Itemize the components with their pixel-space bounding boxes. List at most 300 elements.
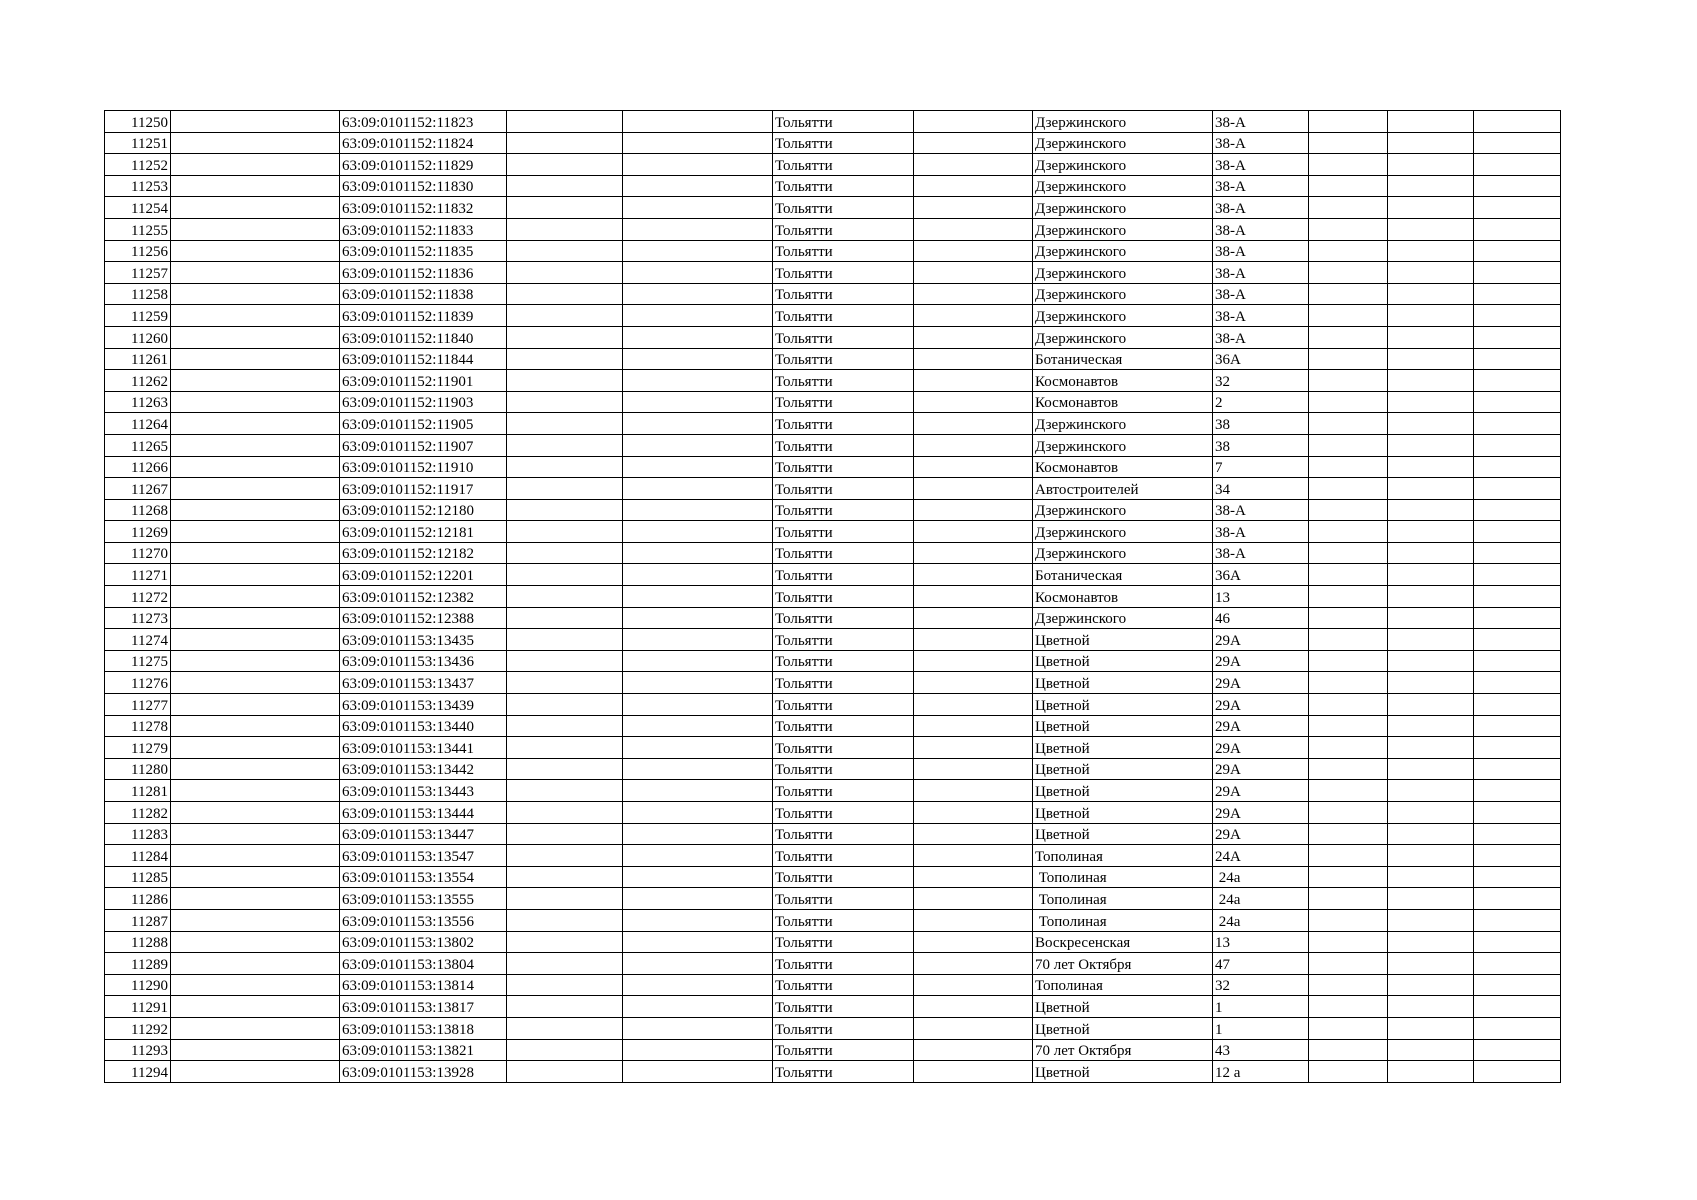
house-number-cell: 2 <box>1213 391 1309 413</box>
empty-cell <box>914 694 1033 716</box>
city-cell: Тольятти <box>773 305 914 327</box>
row-number-cell: 11274 <box>105 629 171 651</box>
house-number-cell: 38-А <box>1213 197 1309 219</box>
cadastral-number-cell: 63:09:0101152:11832 <box>340 197 507 219</box>
house-number-cell: 12 а <box>1213 1061 1309 1083</box>
street-cell: Тополиная <box>1033 909 1213 931</box>
city-cell: Тольятти <box>773 391 914 413</box>
city-cell: Тольятти <box>773 802 914 824</box>
empty-cell <box>623 845 773 867</box>
empty-cell <box>507 197 623 219</box>
city-cell: Тольятти <box>773 586 914 608</box>
table-row <box>105 996 1561 1018</box>
empty-cell <box>507 456 623 478</box>
empty-cell <box>1309 283 1388 305</box>
cadastral-number-cell: 63:09:0101153:13439 <box>340 694 507 716</box>
empty-cell <box>507 586 623 608</box>
row-number-cell: 11272 <box>105 586 171 608</box>
empty-cell <box>914 348 1033 370</box>
empty-cell <box>623 996 773 1018</box>
empty-cell <box>1388 931 1474 953</box>
empty-cell <box>623 240 773 262</box>
house-number-cell: 38-А <box>1213 499 1309 521</box>
cadastral-number-cell: 63:09:0101153:13555 <box>340 888 507 910</box>
street-cell: 70 лет Октября <box>1033 1039 1213 1061</box>
empty-cell <box>507 262 623 284</box>
street-cell: Дзержинского <box>1033 607 1213 629</box>
city-cell: Тольятти <box>773 888 914 910</box>
empty-cell <box>623 434 773 456</box>
empty-cell <box>1309 240 1388 262</box>
empty-cell <box>914 542 1033 564</box>
street-cell: Цветной <box>1033 650 1213 672</box>
row-number-cell: 11260 <box>105 326 171 348</box>
empty-cell <box>1474 521 1561 543</box>
row-number-cell: 11250 <box>105 111 171 133</box>
cadastral-number-cell: 63:09:0101153:13437 <box>340 672 507 694</box>
street-cell: Цветной <box>1033 737 1213 759</box>
street-cell: Дзержинского <box>1033 521 1213 543</box>
city-cell: Тольятти <box>773 974 914 996</box>
empty-cell <box>914 132 1033 154</box>
cadastral-number-cell: 63:09:0101153:13440 <box>340 715 507 737</box>
empty-cell <box>623 650 773 672</box>
empty-cell <box>1309 326 1388 348</box>
house-number-cell: 29А <box>1213 715 1309 737</box>
table-row <box>105 650 1561 672</box>
house-number-cell: 38-А <box>1213 218 1309 240</box>
empty-cell <box>1474 283 1561 305</box>
empty-cell <box>171 218 340 240</box>
empty-cell <box>623 737 773 759</box>
empty-cell <box>507 607 623 629</box>
empty-cell <box>171 931 340 953</box>
empty-cell <box>623 1017 773 1039</box>
empty-cell <box>507 1061 623 1083</box>
street-cell: Дзержинского <box>1033 175 1213 197</box>
empty-cell <box>914 672 1033 694</box>
house-number-cell: 32 <box>1213 974 1309 996</box>
empty-cell <box>623 132 773 154</box>
empty-cell <box>1388 715 1474 737</box>
empty-cell <box>507 542 623 564</box>
empty-cell <box>1309 586 1388 608</box>
empty-cell <box>171 672 340 694</box>
house-number-cell: 32 <box>1213 370 1309 392</box>
cadastral-number-cell: 63:09:0101152:12180 <box>340 499 507 521</box>
cadastral-number-cell: 63:09:0101152:11910 <box>340 456 507 478</box>
empty-cell <box>914 499 1033 521</box>
city-cell: Тольятти <box>773 326 914 348</box>
empty-cell <box>507 996 623 1018</box>
table-row <box>105 391 1561 413</box>
empty-cell <box>1474 434 1561 456</box>
empty-cell <box>623 283 773 305</box>
empty-cell <box>507 154 623 176</box>
table-row <box>105 564 1561 586</box>
empty-cell <box>171 737 340 759</box>
house-number-cell: 29А <box>1213 650 1309 672</box>
empty-cell <box>1388 758 1474 780</box>
house-number-cell: 38-А <box>1213 542 1309 564</box>
table-row <box>105 780 1561 802</box>
table-row <box>105 478 1561 500</box>
street-cell: Дзержинского <box>1033 262 1213 284</box>
city-cell: Тольятти <box>773 650 914 672</box>
table-row <box>105 348 1561 370</box>
empty-cell <box>1309 715 1388 737</box>
table-row <box>105 672 1561 694</box>
row-number-cell: 11267 <box>105 478 171 500</box>
empty-cell <box>1309 391 1388 413</box>
empty-cell <box>507 521 623 543</box>
street-cell: Ботаническая <box>1033 564 1213 586</box>
house-number-cell: 29А <box>1213 629 1309 651</box>
empty-cell <box>1309 845 1388 867</box>
empty-cell <box>1388 866 1474 888</box>
empty-cell <box>1474 953 1561 975</box>
empty-cell <box>507 283 623 305</box>
empty-cell <box>1388 111 1474 133</box>
house-number-cell: 38-А <box>1213 240 1309 262</box>
empty-cell <box>171 132 340 154</box>
empty-cell <box>171 1039 340 1061</box>
cadastral-number-cell: 63:09:0101153:13556 <box>340 909 507 931</box>
city-cell: Тольятти <box>773 154 914 176</box>
house-number-cell: 1 <box>1213 1017 1309 1039</box>
empty-cell <box>914 111 1033 133</box>
city-cell: Тольятти <box>773 823 914 845</box>
city-cell: Тольятти <box>773 521 914 543</box>
table-row <box>105 154 1561 176</box>
city-cell: Тольятти <box>773 866 914 888</box>
empty-cell <box>1388 434 1474 456</box>
empty-cell <box>1474 499 1561 521</box>
empty-cell <box>171 1017 340 1039</box>
empty-cell <box>1309 931 1388 953</box>
empty-cell <box>623 391 773 413</box>
table-row <box>105 111 1561 133</box>
empty-cell <box>171 456 340 478</box>
row-number-cell: 11257 <box>105 262 171 284</box>
empty-cell <box>1309 370 1388 392</box>
row-number-cell: 11255 <box>105 218 171 240</box>
street-cell: Тополиная <box>1033 845 1213 867</box>
city-cell: Тольятти <box>773 996 914 1018</box>
house-number-cell: 29А <box>1213 780 1309 802</box>
empty-cell <box>1474 780 1561 802</box>
cadastral-registry-table <box>104 110 1561 1083</box>
empty-cell <box>171 370 340 392</box>
empty-cell <box>1309 175 1388 197</box>
empty-cell <box>1388 499 1474 521</box>
empty-cell <box>914 218 1033 240</box>
empty-cell <box>171 521 340 543</box>
city-cell: Тольятти <box>773 240 914 262</box>
empty-cell <box>171 694 340 716</box>
empty-cell <box>171 758 340 780</box>
cadastral-number-cell: 63:09:0101152:11829 <box>340 154 507 176</box>
street-cell: Автостроителей <box>1033 478 1213 500</box>
empty-cell <box>1388 737 1474 759</box>
city-cell: Тольятти <box>773 1039 914 1061</box>
empty-cell <box>914 974 1033 996</box>
street-cell: Ботаническая <box>1033 348 1213 370</box>
row-number-cell: 11279 <box>105 737 171 759</box>
empty-cell <box>171 499 340 521</box>
empty-cell <box>914 953 1033 975</box>
empty-cell <box>1474 672 1561 694</box>
row-number-cell: 11273 <box>105 607 171 629</box>
empty-cell <box>1474 1017 1561 1039</box>
empty-cell <box>171 348 340 370</box>
row-number-cell: 11287 <box>105 909 171 931</box>
empty-cell <box>1309 629 1388 651</box>
empty-cell <box>171 607 340 629</box>
row-number-cell: 11264 <box>105 413 171 435</box>
row-number-cell: 11289 <box>105 953 171 975</box>
city-cell: Тольятти <box>773 737 914 759</box>
empty-cell <box>171 413 340 435</box>
street-cell: Дзержинского <box>1033 197 1213 219</box>
empty-cell <box>914 1017 1033 1039</box>
row-number-cell: 11263 <box>105 391 171 413</box>
empty-cell <box>914 413 1033 435</box>
house-number-cell: 24а <box>1213 909 1309 931</box>
empty-cell <box>507 391 623 413</box>
empty-cell <box>171 996 340 1018</box>
house-number-cell: 34 <box>1213 478 1309 500</box>
row-number-cell: 11291 <box>105 996 171 1018</box>
empty-cell <box>1388 888 1474 910</box>
empty-cell <box>1388 780 1474 802</box>
city-cell: Тольятти <box>773 694 914 716</box>
row-number-cell: 11261 <box>105 348 171 370</box>
empty-cell <box>1474 456 1561 478</box>
empty-cell <box>623 672 773 694</box>
empty-cell <box>914 521 1033 543</box>
empty-cell <box>914 370 1033 392</box>
empty-cell <box>1309 348 1388 370</box>
empty-cell <box>623 111 773 133</box>
street-cell: Дзержинского <box>1033 434 1213 456</box>
street-cell: Дзержинского <box>1033 326 1213 348</box>
street-cell: Космонавтов <box>1033 456 1213 478</box>
empty-cell <box>914 564 1033 586</box>
empty-cell <box>171 953 340 975</box>
row-number-cell: 11284 <box>105 845 171 867</box>
empty-cell <box>171 542 340 564</box>
table-row <box>105 240 1561 262</box>
empty-cell <box>623 542 773 564</box>
empty-cell <box>507 132 623 154</box>
empty-cell <box>914 715 1033 737</box>
empty-cell <box>1309 974 1388 996</box>
city-cell: Тольятти <box>773 607 914 629</box>
empty-cell <box>1474 845 1561 867</box>
empty-cell <box>914 802 1033 824</box>
empty-cell <box>623 586 773 608</box>
street-cell: Дзержинского <box>1033 154 1213 176</box>
empty-cell <box>623 758 773 780</box>
table-row <box>105 694 1561 716</box>
empty-cell <box>623 823 773 845</box>
cadastral-number-cell: 63:09:0101152:12201 <box>340 564 507 586</box>
empty-cell <box>171 478 340 500</box>
empty-cell <box>1474 370 1561 392</box>
row-number-cell: 11281 <box>105 780 171 802</box>
empty-cell <box>507 413 623 435</box>
empty-cell <box>1474 564 1561 586</box>
house-number-cell: 38-А <box>1213 326 1309 348</box>
city-cell: Тольятти <box>773 1017 914 1039</box>
house-number-cell: 43 <box>1213 1039 1309 1061</box>
empty-cell <box>623 931 773 953</box>
row-number-cell: 11282 <box>105 802 171 824</box>
street-cell: Дзержинского <box>1033 240 1213 262</box>
empty-cell <box>1474 823 1561 845</box>
table-row <box>105 953 1561 975</box>
city-cell: Тольятти <box>773 542 914 564</box>
cadastral-number-cell: 63:09:0101152:11835 <box>340 240 507 262</box>
empty-cell <box>507 802 623 824</box>
empty-cell <box>507 1039 623 1061</box>
street-cell: Тополиная <box>1033 866 1213 888</box>
cadastral-number-cell: 63:09:0101153:13547 <box>340 845 507 867</box>
city-cell: Тольятти <box>773 1061 914 1083</box>
empty-cell <box>171 974 340 996</box>
cadastral-number-cell: 63:09:0101152:11833 <box>340 218 507 240</box>
empty-cell <box>507 694 623 716</box>
empty-cell <box>507 737 623 759</box>
empty-cell <box>1388 154 1474 176</box>
empty-cell <box>623 521 773 543</box>
street-cell: Дзержинского <box>1033 111 1213 133</box>
street-cell: Цветной <box>1033 694 1213 716</box>
empty-cell <box>623 175 773 197</box>
empty-cell <box>914 240 1033 262</box>
empty-cell <box>1388 478 1474 500</box>
table-row <box>105 823 1561 845</box>
empty-cell <box>507 715 623 737</box>
cadastral-number-cell: 63:09:0101153:13436 <box>340 650 507 672</box>
table-row <box>105 931 1561 953</box>
empty-cell <box>1388 456 1474 478</box>
cadastral-number-cell: 63:09:0101152:11830 <box>340 175 507 197</box>
house-number-cell: 38-А <box>1213 283 1309 305</box>
city-cell: Тольятти <box>773 456 914 478</box>
house-number-cell: 29А <box>1213 823 1309 845</box>
empty-cell <box>1309 823 1388 845</box>
street-cell: Цветной <box>1033 715 1213 737</box>
empty-cell <box>171 240 340 262</box>
empty-cell <box>507 111 623 133</box>
empty-cell <box>1474 348 1561 370</box>
row-number-cell: 11277 <box>105 694 171 716</box>
empty-cell <box>1474 326 1561 348</box>
cadastral-number-cell: 63:09:0101152:11901 <box>340 370 507 392</box>
street-cell: Цветной <box>1033 1061 1213 1083</box>
house-number-cell: 38-А <box>1213 111 1309 133</box>
table-row <box>105 629 1561 651</box>
empty-cell <box>507 348 623 370</box>
cadastral-number-cell: 63:09:0101153:13442 <box>340 758 507 780</box>
empty-cell <box>1388 953 1474 975</box>
empty-cell <box>914 650 1033 672</box>
cadastral-number-cell: 63:09:0101152:11838 <box>340 283 507 305</box>
empty-cell <box>914 586 1033 608</box>
empty-cell <box>1309 499 1388 521</box>
house-number-cell: 13 <box>1213 586 1309 608</box>
empty-cell <box>623 1039 773 1061</box>
house-number-cell: 29А <box>1213 737 1309 759</box>
empty-cell <box>1309 953 1388 975</box>
empty-cell <box>171 326 340 348</box>
table-body <box>105 111 1561 1083</box>
table-row <box>105 866 1561 888</box>
empty-cell <box>171 650 340 672</box>
row-number-cell: 11293 <box>105 1039 171 1061</box>
row-number-cell: 11288 <box>105 931 171 953</box>
empty-cell <box>1474 218 1561 240</box>
street-cell: Цветной <box>1033 823 1213 845</box>
empty-cell <box>1474 1061 1561 1083</box>
empty-cell <box>1309 305 1388 327</box>
house-number-cell: 38-А <box>1213 521 1309 543</box>
cadastral-number-cell: 63:09:0101153:13435 <box>340 629 507 651</box>
empty-cell <box>1388 974 1474 996</box>
cadastral-number-cell: 63:09:0101152:11905 <box>340 413 507 435</box>
empty-cell <box>507 931 623 953</box>
empty-cell <box>623 197 773 219</box>
empty-cell <box>914 629 1033 651</box>
empty-cell <box>1388 326 1474 348</box>
empty-cell <box>623 629 773 651</box>
city-cell: Тольятти <box>773 499 914 521</box>
table-row <box>105 175 1561 197</box>
empty-cell <box>1388 845 1474 867</box>
empty-cell <box>1388 283 1474 305</box>
empty-cell <box>623 348 773 370</box>
row-number-cell: 11278 <box>105 715 171 737</box>
empty-cell <box>914 283 1033 305</box>
empty-cell <box>507 780 623 802</box>
empty-cell <box>623 564 773 586</box>
city-cell: Тольятти <box>773 218 914 240</box>
cadastral-number-cell: 63:09:0101152:11903 <box>340 391 507 413</box>
empty-cell <box>171 802 340 824</box>
cadastral-number-cell: 63:09:0101153:13802 <box>340 931 507 953</box>
empty-cell <box>171 391 340 413</box>
empty-cell <box>914 175 1033 197</box>
empty-cell <box>1309 478 1388 500</box>
city-cell: Тольятти <box>773 909 914 931</box>
empty-cell <box>171 888 340 910</box>
row-number-cell: 11259 <box>105 305 171 327</box>
cadastral-number-cell: 63:09:0101153:13821 <box>340 1039 507 1061</box>
row-number-cell: 11294 <box>105 1061 171 1083</box>
empty-cell <box>1388 1061 1474 1083</box>
empty-cell <box>1309 413 1388 435</box>
empty-cell <box>1474 478 1561 500</box>
empty-cell <box>1474 758 1561 780</box>
empty-cell <box>1309 672 1388 694</box>
table-row <box>105 586 1561 608</box>
empty-cell <box>1309 154 1388 176</box>
empty-cell <box>1474 391 1561 413</box>
row-number-cell: 11253 <box>105 175 171 197</box>
empty-cell <box>507 370 623 392</box>
